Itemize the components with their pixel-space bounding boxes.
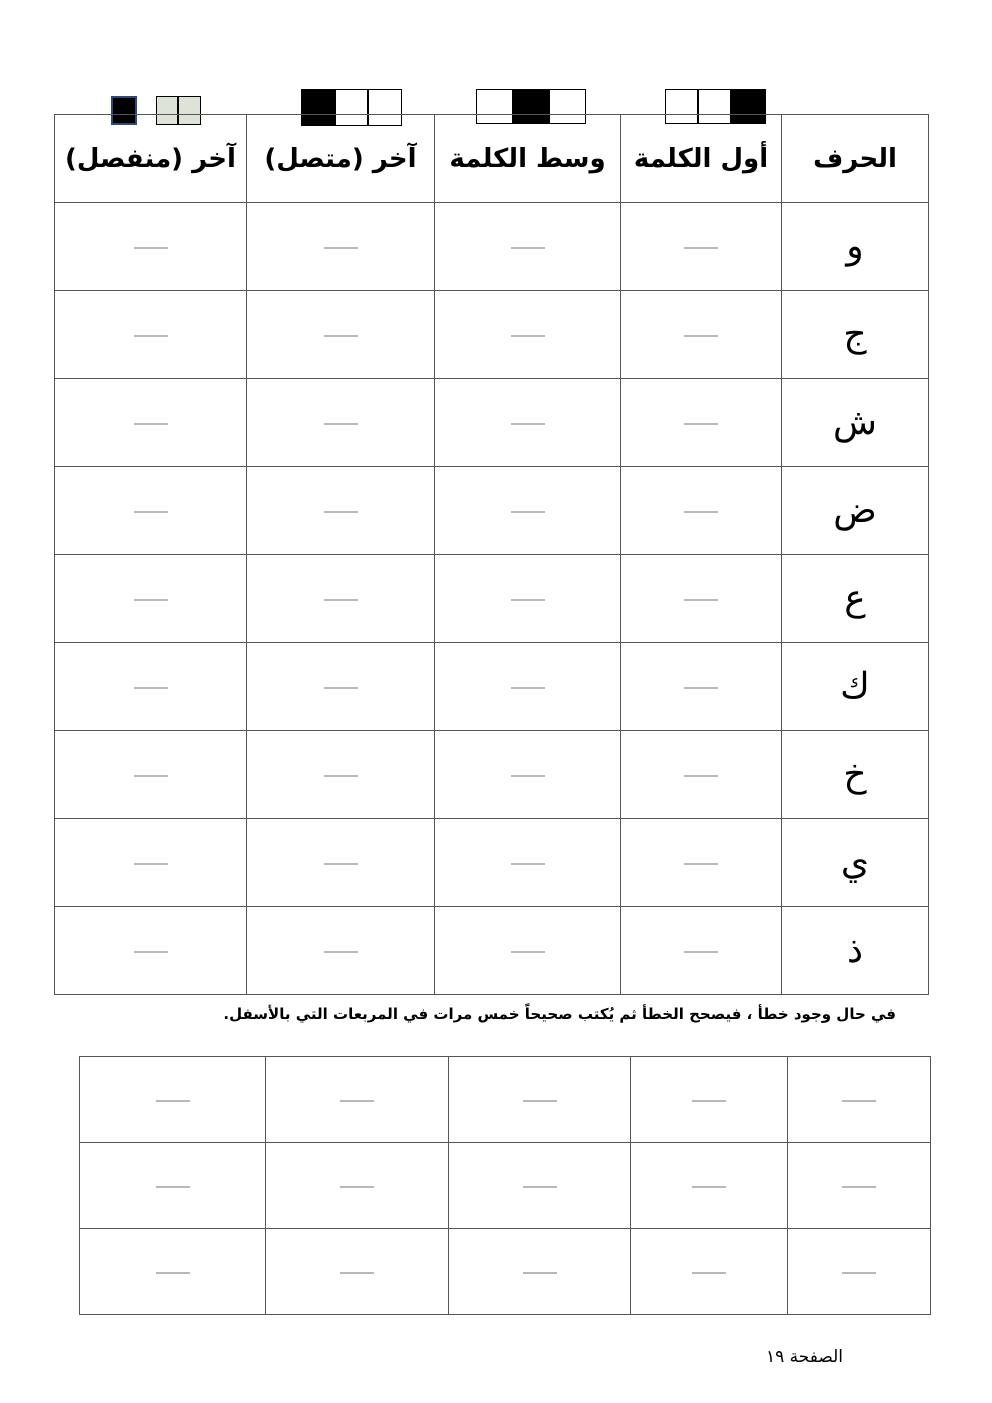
blank-line [156,1272,190,1274]
answer-cell-initial[interactable] [621,555,782,643]
practice-cell[interactable] [266,1229,449,1315]
practice-cell[interactable] [80,1057,266,1143]
blank-line [523,1272,557,1274]
answer-cell-initial[interactable] [621,819,782,907]
blank-line [692,1186,726,1188]
blank-line [684,687,718,689]
letter-cell: ض [782,467,929,555]
practice-cell[interactable] [631,1229,788,1315]
letter-cell: خ [782,731,929,819]
answer-cell-medial[interactable] [435,819,621,907]
practice-cell[interactable] [80,1229,266,1315]
answer-cell-final-connected[interactable] [247,819,435,907]
answer-cell-initial[interactable] [621,203,782,291]
answer-cell-initial[interactable] [621,467,782,555]
table-row [55,643,929,731]
answer-cell-medial[interactable] [435,379,621,467]
header-final-connected: آخر (متصل) [247,115,435,203]
blank-line [134,423,168,425]
blank-line [511,951,545,953]
blank-line [842,1100,876,1102]
answer-cell-final-isolated[interactable] [55,731,247,819]
answer-cell-medial[interactable] [435,203,621,291]
practice-row [80,1143,931,1229]
blank-line [511,687,545,689]
letter-cell: ع [782,555,929,643]
answer-cell-final-connected[interactable] [247,731,435,819]
answer-cell-initial[interactable] [621,731,782,819]
answer-cell-final-isolated[interactable] [55,379,247,467]
header-initial: أول الكلمة [621,115,782,203]
blank-line [134,687,168,689]
blank-line [684,599,718,601]
blank-line [523,1186,557,1188]
answer-cell-final-connected[interactable] [247,467,435,555]
answer-cell-final-connected[interactable] [247,643,435,731]
answer-cell-final-isolated[interactable] [55,467,247,555]
blank-line [340,1272,374,1274]
blank-line [684,775,718,777]
answer-cell-final-connected[interactable] [247,555,435,643]
table-row [55,203,929,291]
blank-line [324,599,358,601]
blank-line [324,863,358,865]
blank-line [134,599,168,601]
answer-cell-final-connected[interactable] [247,379,435,467]
practice-cell[interactable] [449,1143,631,1229]
blank-line [340,1186,374,1188]
answer-cell-medial[interactable] [435,643,621,731]
blank-line [511,423,545,425]
blank-line [134,863,168,865]
practice-cell[interactable] [788,1229,931,1315]
blank-line [692,1100,726,1102]
blank-line [324,951,358,953]
practice-cell[interactable] [631,1057,788,1143]
answer-cell-final-isolated[interactable] [55,643,247,731]
practice-cell[interactable] [631,1143,788,1229]
letter-forms-table [54,114,929,995]
answer-cell-final-isolated[interactable] [55,819,247,907]
answer-cell-initial[interactable] [621,907,782,995]
table-header-row [55,115,929,203]
blank-line [842,1186,876,1188]
practice-cell[interactable] [449,1057,631,1143]
blank-line [324,775,358,777]
blank-line [156,1186,190,1188]
header-medial: وسط الكلمة [435,115,621,203]
blank-line [511,511,545,513]
answer-cell-final-connected[interactable] [247,291,435,379]
blank-line [511,863,545,865]
practice-cell[interactable] [788,1057,931,1143]
blank-line [842,1272,876,1274]
blank-line [684,511,718,513]
practice-cell[interactable] [266,1057,449,1143]
answer-cell-initial[interactable] [621,291,782,379]
answer-cell-medial[interactable] [435,291,621,379]
blank-line [340,1100,374,1102]
practice-cell[interactable] [266,1143,449,1229]
blank-line [156,1100,190,1102]
blank-line [134,247,168,249]
table-row [55,731,929,819]
letter-cell: ي [782,819,929,907]
answer-cell-final-isolated[interactable] [55,907,247,995]
answer-cell-initial[interactable] [621,643,782,731]
blank-line [692,1272,726,1274]
letter-cell: ش [782,379,929,467]
answer-cell-final-isolated[interactable] [55,555,247,643]
header-final-isolated: آخر (منفصل) [55,115,247,203]
blank-line [684,247,718,249]
blank-line [511,335,545,337]
answer-cell-medial[interactable] [435,907,621,995]
practice-grid [79,1056,931,1315]
blank-line [511,247,545,249]
answer-cell-final-isolated[interactable] [55,203,247,291]
answer-cell-medial[interactable] [435,555,621,643]
answer-cell-initial[interactable] [621,379,782,467]
blank-line [134,951,168,953]
blank-line [324,687,358,689]
table-row [55,819,929,907]
practice-row [80,1057,931,1143]
instruction-text: في حال وجود خطأ ، فيصحح الخطأ ثم يُكتب صحيحاً خمس مرات في المربعات التي بالأسفل. [223,1005,896,1023]
answer-cell-final-connected[interactable] [247,203,435,291]
letter-cell: ج [782,291,929,379]
blank-line [511,775,545,777]
blank-line [324,335,358,337]
blank-line [324,511,358,513]
practice-cell[interactable] [80,1143,266,1229]
practice-row [80,1229,931,1315]
table-row [55,907,929,995]
table-row [55,379,929,467]
answer-cell-final-isolated[interactable] [55,291,247,379]
blank-line [523,1100,557,1102]
blank-line [684,951,718,953]
blank-line [134,775,168,777]
blank-line [684,423,718,425]
blank-line [684,335,718,337]
blank-line [324,247,358,249]
header-letter: الحرف [782,115,929,203]
answer-cell-medial[interactable] [435,467,621,555]
blank-line [684,863,718,865]
table-row [55,467,929,555]
blank-line [324,423,358,425]
page-number: الصفحة ١٩ [765,1347,843,1367]
table-row [55,555,929,643]
practice-cell[interactable] [788,1143,931,1229]
blank-line [134,511,168,513]
blank-line [134,335,168,337]
letter-cell: ك [782,643,929,731]
answer-cell-final-connected[interactable] [247,907,435,995]
letter-cell: ذ [782,907,929,995]
practice-cell[interactable] [449,1229,631,1315]
letter-cell: و [782,203,929,291]
answer-cell-medial[interactable] [435,731,621,819]
blank-line [511,599,545,601]
table-row [55,291,929,379]
